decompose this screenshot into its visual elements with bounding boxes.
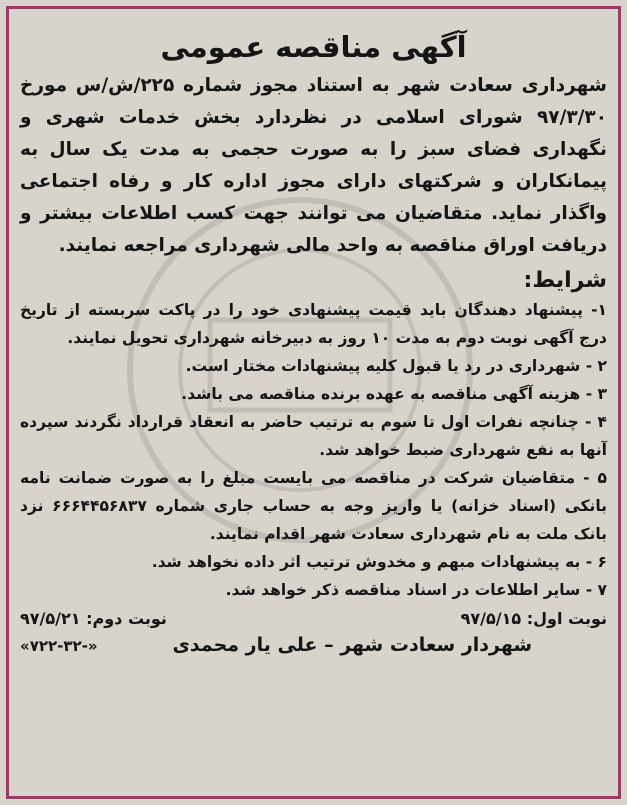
notice-content xyxy=(20,28,607,795)
notice-title: آگهی مناقصه عمومی xyxy=(160,30,467,64)
signature-row xyxy=(20,634,607,656)
condition-item-7: ۷ - سایر اطلاعات در اسناد مناقصه ذکر خواهد شد. xyxy=(225,581,607,599)
first-publish-date: نوبت اول: ۹۷/۵/۱۵ xyxy=(460,609,607,628)
condition-item-6: ۶ - به پیشنهادات مبهم و مخدوش ترتیب اثر داده نخواهد شد. xyxy=(151,553,607,571)
signature-name: شهردار سعادت شهر – علی یار محمدی xyxy=(172,634,533,656)
ad-code: «۷۲۲-۳۲-» xyxy=(20,637,98,655)
condition-item-3: ۳ - هزینه آگهی مناقصه به عهده برنده مناقصه می باشد. xyxy=(181,385,607,403)
second-publish-date: نوبت دوم: ۹۷/۵/۲۱ xyxy=(20,609,167,628)
condition-item-4: ۴ - چنانچه نفرات اول تا سوم به ترتیب حاضر به انعقاد قرارداد نگردند سپرده آنها به نفع شهرداری ضبط خواهد شد. xyxy=(20,413,607,459)
condition-item-2: ۲ - شهرداری در رد یا قبول کلیه پیشنهادات مختار است. xyxy=(185,357,607,375)
condition-item-1: ۱- پیشنهاد دهندگان باید قیمت پیشنهادی خود را در پاکت سربسته از تاریخ درج آگهی نوبت دوم به مدت ۱۰ روز به دبیرخانه شهرداری تحویل نمایند. xyxy=(20,301,607,347)
notice-intro-paragraph: شهرداری سعادت شهر به استناد مجوز شماره ۲۲۵/ش/س مورخ ۹۷/۳/۳۰ شورای اسلامی در نظردارد بخش خدمات شهری و نگهداری فضای سبز را به صورت حجمی به مدت یک سال به پیمانکاران و شرکتهای دارای مجوز اداره کار و رفاه اجتماعی واگذار نماید. متقاضیان می توانند جهت کسب اطلاعات بیشتر و دریافت اوراق مناقصه به واحد مالی شهرداری مراجعه نمایند. xyxy=(20,75,608,256)
conditions-list xyxy=(20,296,607,604)
conditions-heading: شرایط: xyxy=(523,268,607,293)
publish-dates xyxy=(20,606,607,632)
condition-item-5: ۵ - متقاضیان شرکت در مناقصه می بایست مبلغ را به صورت ضمانت نامه بانکی (اسناد خزانه) یا واریز وجه به حساب جاری شماره ۶۶۶۴۴۵۶۸۳۷ نزد بانک ملت به نام شهرداری سعادت شهر اقدام نمایند. xyxy=(20,469,607,543)
